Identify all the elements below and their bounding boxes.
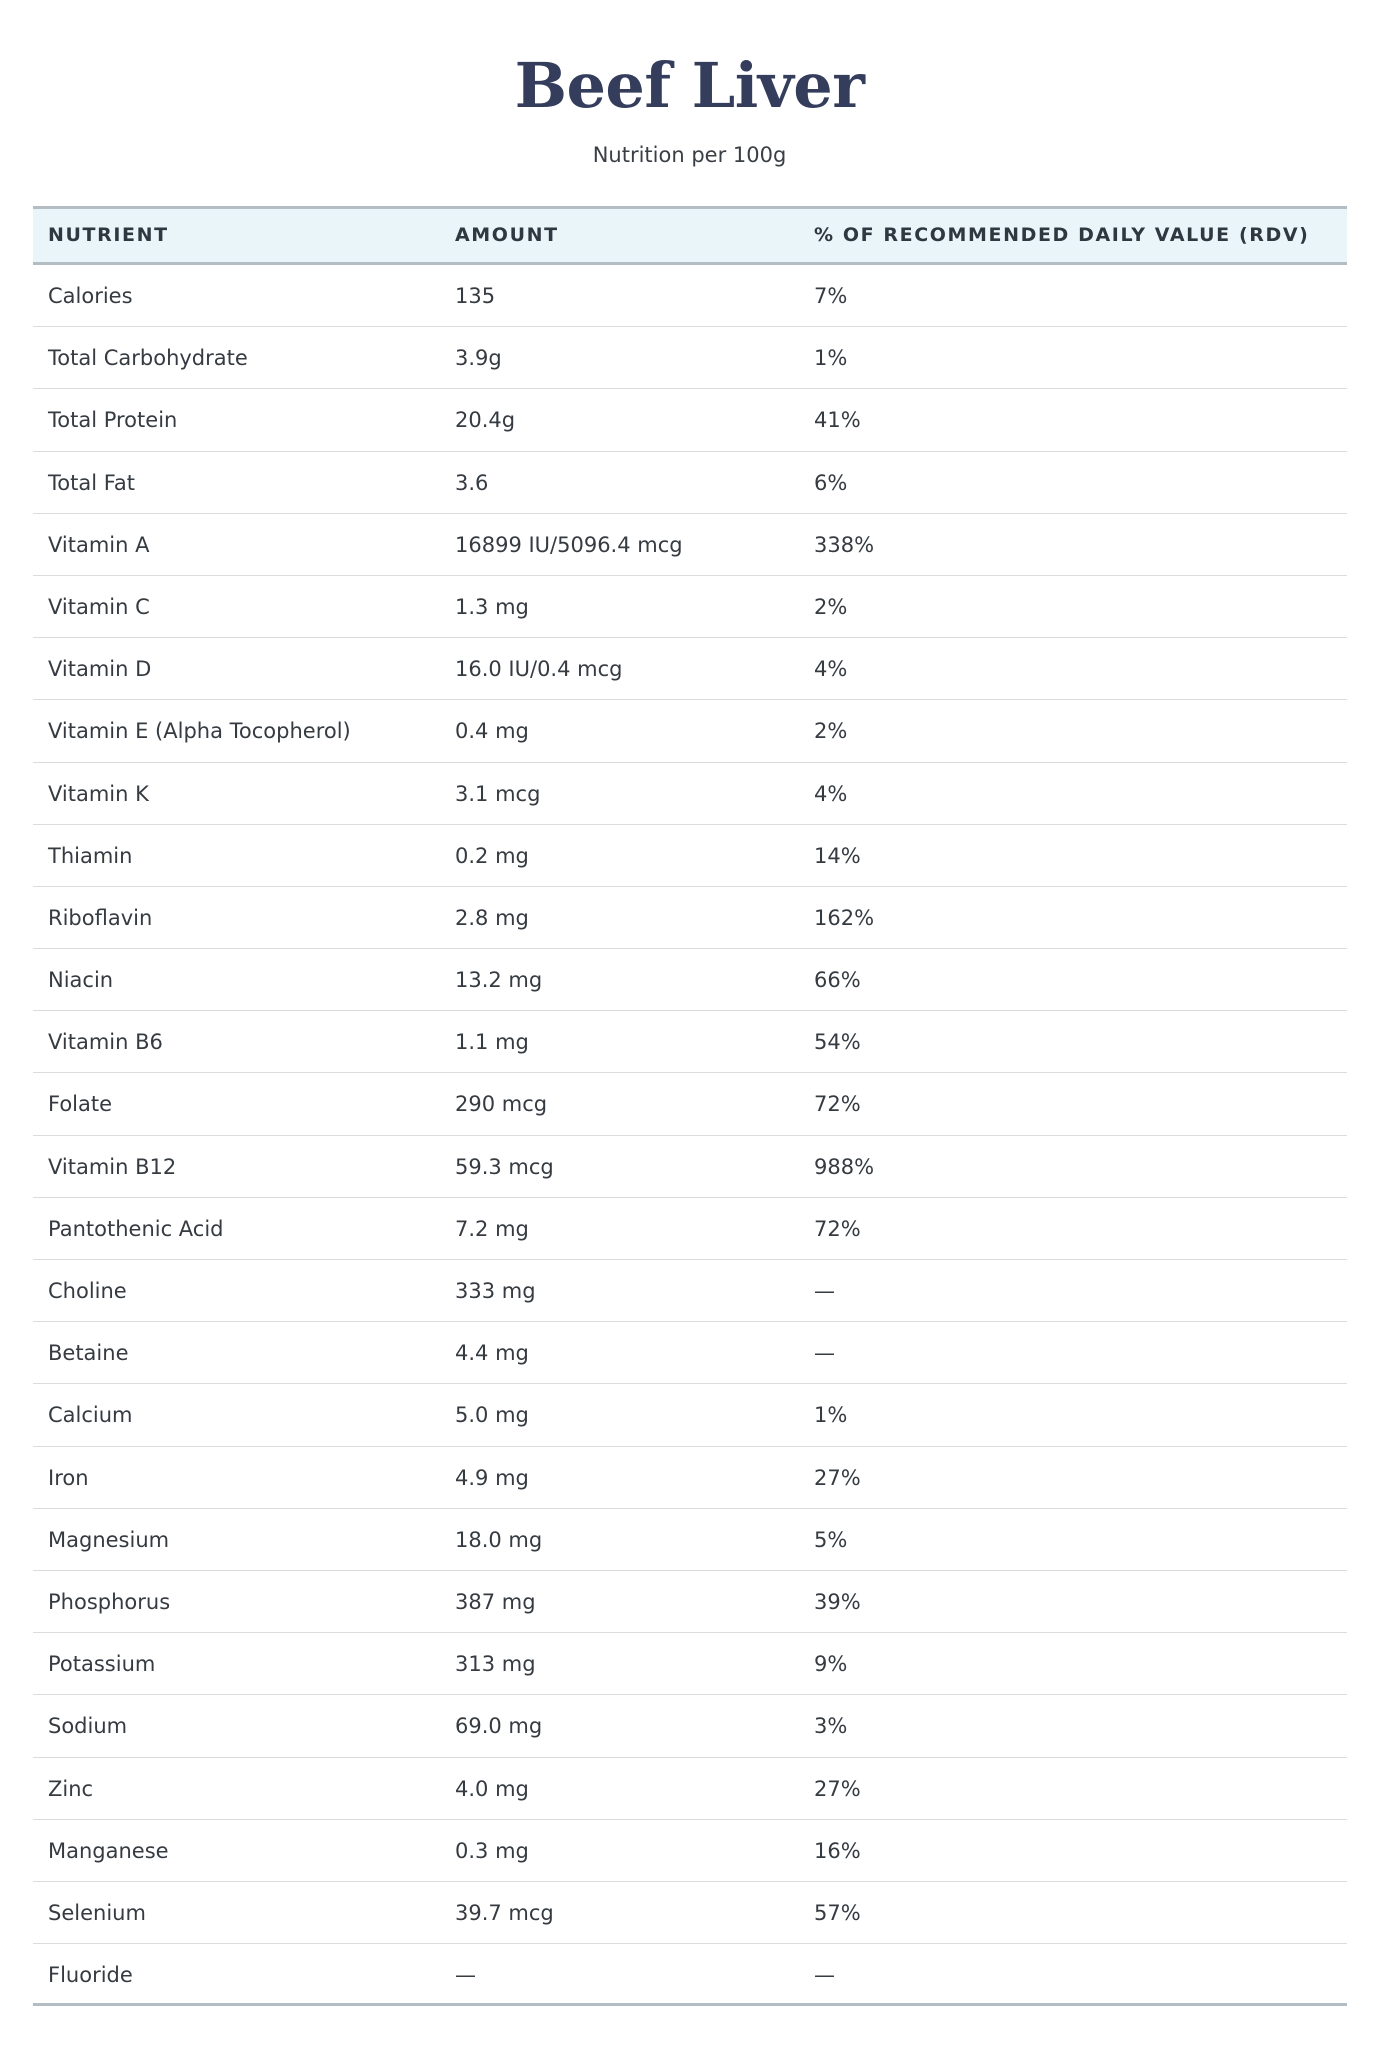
nutrient-cell: Vitamin D [48, 657, 152, 682]
nutrient-cell: Fluoride [48, 1963, 133, 1988]
rdv-cell: 162% [814, 905, 875, 930]
nutrient-cell: Total Protein [48, 408, 178, 433]
rdv-cell: 338% [814, 532, 875, 557]
amount-cell: 0.4 mg [455, 719, 529, 744]
nutrient-cell: Magnesium [48, 1527, 170, 1552]
page-subtitle: Nutrition per 100g [592, 143, 787, 167]
amount-cell: 4.9 mg [455, 1465, 529, 1490]
table-row [33, 1944, 1347, 2006]
amount-cell: 333 mg [455, 1279, 536, 1303]
table-row [33, 389, 1347, 451]
table-row [33, 1820, 1347, 1882]
rdv-cell: — [814, 1963, 835, 1988]
nutrient-cell: Zinc [48, 1776, 94, 1801]
nutrient-cell: Potassium [48, 1652, 156, 1677]
rdv-cell: 66% [814, 968, 861, 993]
nutrient-cell: Iron [48, 1465, 89, 1490]
nutrient-cell: Sodium [48, 1714, 128, 1739]
table-row [33, 452, 1347, 514]
nutrient-cell: Vitamin C [48, 594, 150, 619]
nutrient-cell: Niacin [48, 968, 114, 993]
nutrient-cell: Vitamin B12 [48, 1154, 177, 1179]
amount-cell: 13.2 mg [455, 968, 543, 993]
table-row [33, 1073, 1347, 1135]
table-row [33, 1571, 1347, 1633]
rdv-cell: 54% [814, 1030, 861, 1055]
nutrient-cell: Folate [48, 1092, 113, 1117]
table-row [33, 638, 1347, 700]
nutrient-cell: Calories [48, 284, 133, 308]
amount-cell: 7.2 mg [455, 1216, 529, 1241]
amount-cell: 16899 IU/5096.4 mcg [455, 532, 683, 557]
table-row [33, 763, 1347, 825]
table-header [33, 206, 1347, 265]
nutrient-cell: Total Fat [48, 470, 135, 495]
rdv-cell: 72% [814, 1092, 861, 1117]
amount-cell: 39.7 mcg [455, 1900, 554, 1925]
rdv-cell: 7% [814, 284, 848, 308]
table-row [33, 1136, 1347, 1198]
amount-cell: 1.3 mg [455, 594, 529, 619]
amount-cell: 313 mg [455, 1652, 536, 1677]
table-body [33, 265, 1347, 2006]
table-row [33, 949, 1347, 1011]
page-title: Beef Liver [514, 49, 865, 122]
table-row [33, 1384, 1347, 1446]
rdv-cell: 1% [814, 1403, 848, 1428]
amount-cell: — [455, 1963, 476, 1988]
table-row [33, 700, 1347, 762]
nutrient-cell: Vitamin A [48, 532, 150, 557]
rdv-cell: 27% [814, 1776, 861, 1801]
table-row [33, 1695, 1347, 1757]
amount-cell: 69.0 mg [455, 1714, 543, 1739]
rdv-cell: 72% [814, 1216, 861, 1241]
nutrient-cell: Thiamin [48, 843, 133, 868]
nutrient-cell: Riboflavin [48, 905, 153, 930]
amount-cell: 4.0 mg [455, 1776, 529, 1801]
nutrient-cell: Betaine [48, 1341, 129, 1366]
table-row [33, 1322, 1347, 1384]
header-amount: AMOUNT [455, 224, 559, 246]
rdv-cell: — [814, 1279, 835, 1303]
nutrient-cell: Phosphorus [48, 1589, 171, 1614]
nutrient-cell: Calcium [48, 1403, 133, 1428]
amount-cell: 0.2 mg [455, 843, 529, 868]
rdv-cell: 57% [814, 1900, 861, 1925]
nutrient-cell: Selenium [48, 1900, 146, 1925]
amount-cell: 3.1 mcg [455, 781, 541, 806]
amount-cell: 3.6 [455, 470, 489, 495]
rdv-cell: 41% [814, 408, 861, 433]
rdv-cell: 988% [814, 1154, 875, 1179]
rdv-cell: 6% [814, 470, 848, 495]
amount-cell: 135 [455, 284, 496, 308]
rdv-cell: 1% [814, 346, 848, 371]
nutrient-cell: Vitamin K [48, 781, 149, 806]
nutrient-cell: Choline [48, 1279, 127, 1303]
amount-cell: 290 mcg [455, 1092, 548, 1117]
table-row [33, 1011, 1347, 1073]
nutrient-cell: Total Carbohydrate [48, 346, 248, 371]
nutrient-cell: Pantothenic Acid [48, 1216, 224, 1241]
amount-cell: 5.0 mg [455, 1403, 529, 1428]
rdv-cell: 2% [814, 719, 848, 744]
rdv-cell: 27% [814, 1465, 861, 1490]
rdv-cell: 4% [814, 781, 848, 806]
rdv-cell: 9% [814, 1652, 848, 1677]
table-row [33, 576, 1347, 638]
rdv-cell: — [814, 1341, 835, 1366]
amount-cell: 20.4g [455, 408, 516, 433]
header-nutrient: NUTRIENT [48, 224, 169, 246]
rdv-cell: 16% [814, 1838, 861, 1863]
nutrition-table [33, 206, 1347, 2006]
table-row [33, 1447, 1347, 1509]
table-row [33, 1509, 1347, 1571]
amount-cell: 4.4 mg [455, 1341, 529, 1366]
table-row [33, 887, 1347, 949]
amount-cell: 1.1 mg [455, 1030, 529, 1055]
table-row [33, 514, 1347, 576]
table-row [33, 1882, 1347, 1944]
table-row [33, 327, 1347, 389]
table-row [33, 1198, 1347, 1260]
rdv-cell: 14% [814, 843, 861, 868]
table-row [33, 1260, 1347, 1322]
amount-cell: 59.3 mcg [455, 1154, 554, 1179]
rdv-cell: 5% [814, 1527, 848, 1552]
table-row [33, 1633, 1347, 1695]
table-row [33, 265, 1347, 327]
rdv-cell: 3% [814, 1714, 848, 1739]
amount-cell: 2.8 mg [455, 905, 529, 930]
rdv-cell: 2% [814, 594, 848, 619]
table-row [33, 1758, 1347, 1820]
amount-cell: 0.3 mg [455, 1838, 529, 1863]
header-rdv: % OF RECOMMENDED DAILY VALUE (RDV) [814, 224, 1310, 246]
nutrient-cell: Manganese [48, 1838, 169, 1863]
rdv-cell: 39% [814, 1589, 861, 1614]
rdv-cell: 4% [814, 657, 848, 682]
amount-cell: 18.0 mg [455, 1527, 543, 1552]
amount-cell: 3.9g [455, 346, 502, 371]
table-row [33, 825, 1347, 887]
amount-cell: 387 mg [455, 1589, 536, 1614]
amount-cell: 16.0 IU/0.4 mcg [455, 657, 623, 682]
nutrient-cell: Vitamin E (Alpha Tocopherol) [48, 719, 351, 744]
nutrient-cell: Vitamin B6 [48, 1030, 163, 1055]
